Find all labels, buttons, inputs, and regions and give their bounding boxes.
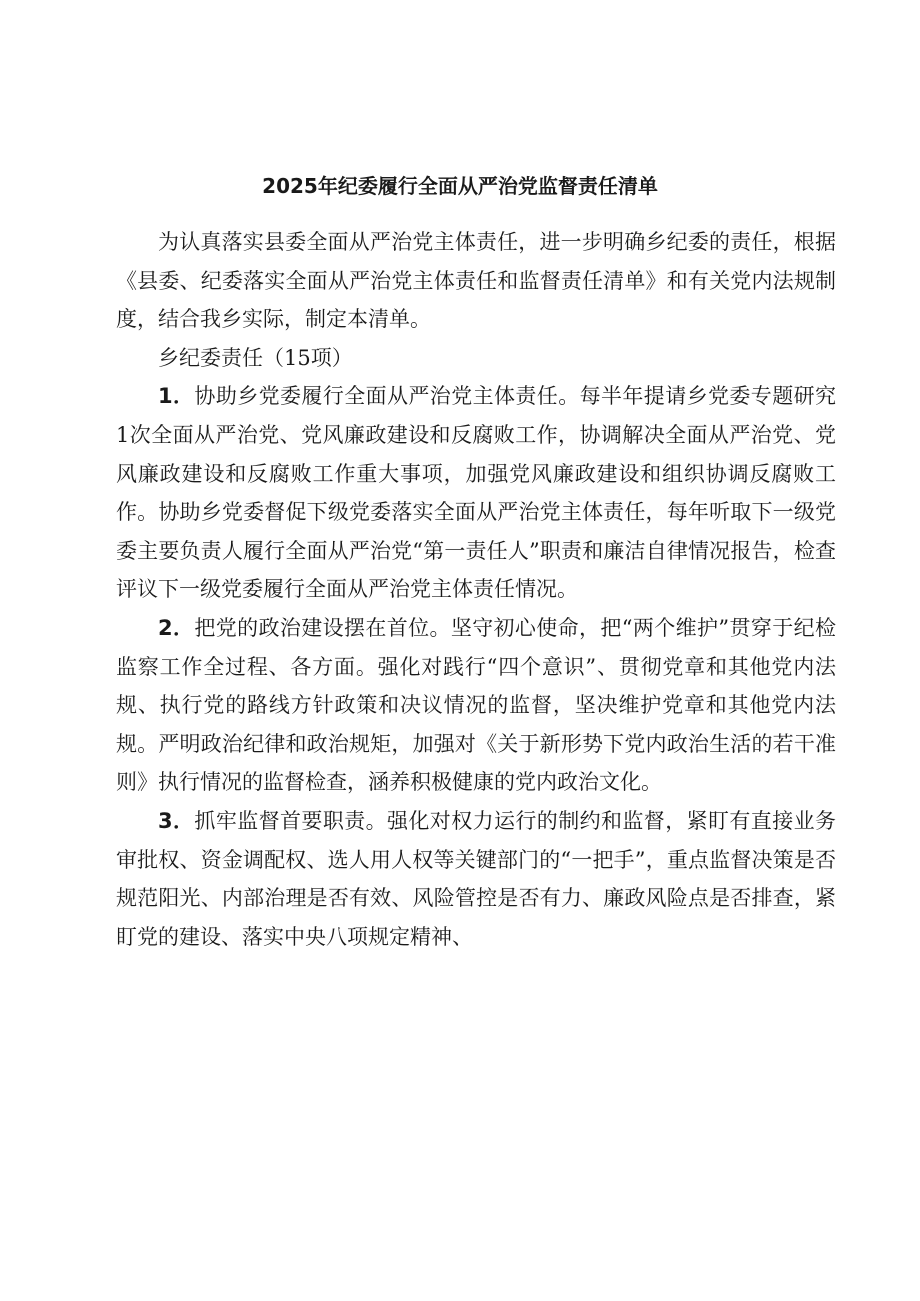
item-text: 抓牢监督首要职责。强化对权力运行的制约和监督，紧盯有直接业务审批权、资金调配权、选人用人权等关键部门的“一把手”，重点监督决策是否规范阳光、内部治理是否有效、风险管控是否有力、廉政风险点是否排查，紧盯党的建设、落实中央八项规定精神、 [116,808,836,949]
list-item [116,802,836,956]
list-item [116,377,836,609]
item-text: 协助乡党委履行全面从严治党主体责任。每半年提请乡党委专题研究1次全面从严治党、党风廉政建设和反腐败工作，协调解决全面从严治党、党风廉政建设和反腐败工作重大事项，加强党风廉政建设和组织协调反腐败工作。协助乡党委督促下级党委落实全面从严治党主体责任，每年听取下一级党委主要负责人履行全面从严治党“第一责任人”职责和廉洁自律情况报告，检查评议下一级党委履行全面从严治党主体责任情况。 [116,384,836,602]
item-number: 1． [158,384,195,409]
item-number: 3． [158,808,195,833]
item-text: 把党的政治建设摆在首位。坚守初心使命，把“两个维护”贯穿于纪检监察工作全过程、各方面。强化对践行“四个意识”、贯彻党章和其他党内法规、执行党的路线方针政策和决议情况的监督，坚决维护党章和其他党内法规。严明政治纪律和政治规矩，加强对《关于新形势下党内政治生活的若干准则》执行情况的监督检查，涵养积极健康的党内政治文化。 [116,615,836,795]
document-title: 2025年纪委履行全面从严治党监督责任清单 [262,174,658,198]
document-body [116,223,836,956]
list-item [116,609,836,802]
section-heading: 乡纪委责任（15项） [158,345,353,370]
item-number: 2． [158,615,195,640]
intro-paragraph: 为认真落实县委全面从严治党主体责任，进一步明确乡纪委的责任，根据《县委、纪委落实全面从严治党主体责任和监督责任清单》和有关党内法规制度，结合我乡实际，制定本清单。 [116,230,836,332]
